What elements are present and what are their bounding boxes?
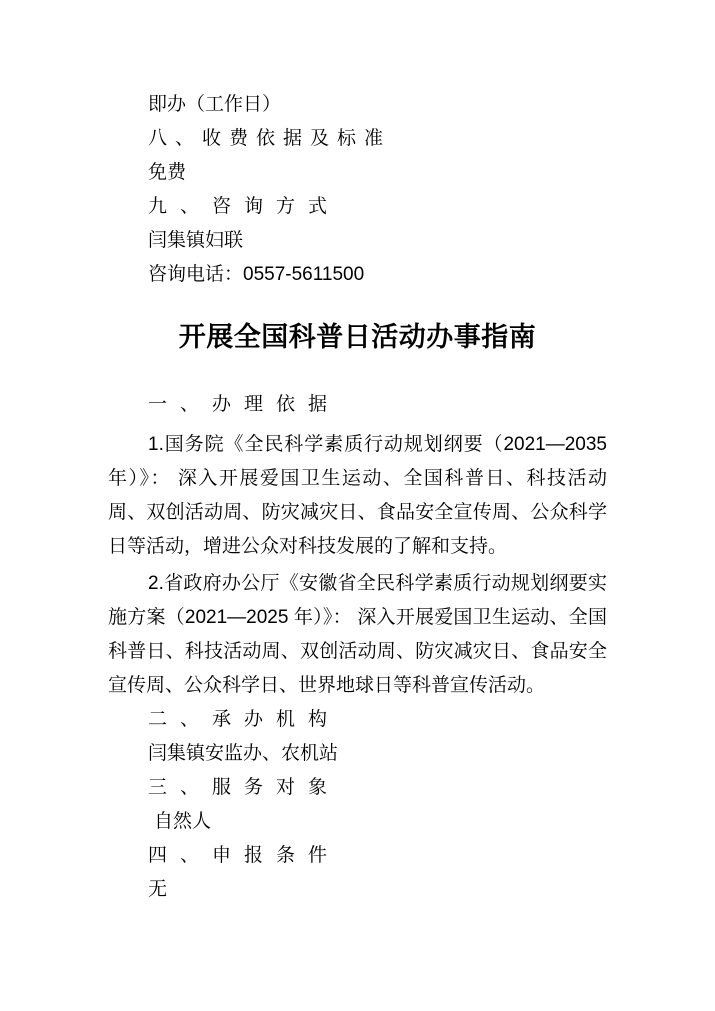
heading-handling-basis: 一、办理依据 (148, 394, 341, 415)
consult-method-heading: 九、咨询方式 (148, 196, 341, 217)
agency-value-line: 闫集镇安监办、农机站 (148, 743, 339, 764)
basis-paragraph-2: 2.省政府办公厅《安徽省全民科学素质行动规划纲要实施方案（2021—2025 年）》： 深入开展爱国卫生运动、全国科普日、科技活动周、双创活动周、防灾减灾日、食品安全宣传周、公众科学日、世界地球日等科普宣传活动。 (108, 573, 607, 696)
fee-value-line: 免费 (148, 162, 187, 183)
consult-org-line: 闫集镇妇联 (148, 230, 244, 251)
heading-service-target: 三、服务对象 (148, 777, 341, 798)
heading-undertaking-agency: 二、承办机构 (148, 709, 341, 730)
fee-basis-heading: 八、收费依据及标准 (148, 128, 392, 149)
consult-phone-line: 咨询电话：0557-5611500 (148, 264, 365, 285)
document-title: 开展全国科普日活动办事指南 (178, 322, 537, 352)
processing-time-line: 即办（工作日） (148, 94, 282, 115)
condition-value-line: 无 (148, 879, 168, 900)
target-value-line: 自然人 (154, 811, 212, 832)
heading-application-condition: 四、申报条件 (148, 845, 341, 866)
basis-paragraph-1: 1.国务院《全民科学素质行动规划纲要（2021—2035年）》： 深入开展爱国卫生运动、全国科普日、科技活动周、双创活动周、防灾减灾日、食品安全宣传周、公众科学日等活动，增进公众对科技发展的了解和支持。 (108, 434, 607, 557)
